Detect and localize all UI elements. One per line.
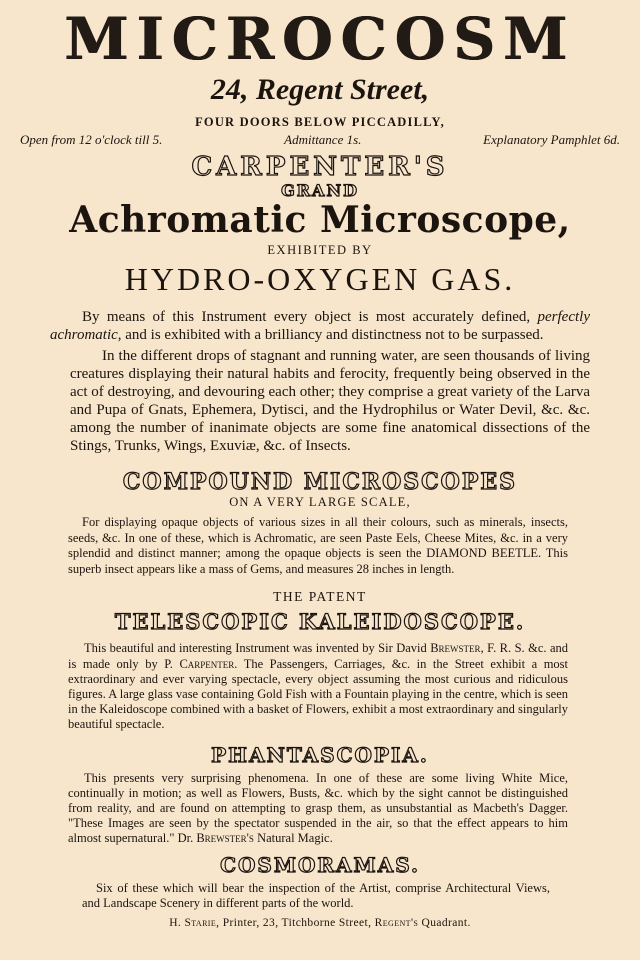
intro-text-a: By means of this Instrument every object is most accurately defined, [82, 309, 538, 325]
printer-text-c: Quadrant. [418, 916, 471, 929]
compound-paragraph: For displaying opaque objects of various sizes in all their colours, such as minerals, insects, seeds, &c. In one of these, which is Achromatic, are seen Paste Eels, Cheese Mites, &c. in a very splendid and distinct manner; among the opaque objects is seen the DIAMOND BEETLE. This superb insect appears like a mass of Gems, and measures 28 inches in length. [68, 515, 568, 576]
printer-name: Starie [184, 916, 217, 929]
intro-italic: perfectly achromatic [50, 309, 590, 343]
admittance-price: Admittance 1s. [284, 132, 362, 147]
printer-text-a: H. [169, 916, 185, 929]
intro-text-b: , and is exhibited with a brilliancy and distinctness not to be surpassed. [117, 327, 544, 343]
water-creatures-paragraph: In the different drops of stagnant and running water, are seen thousands of living creatures displaying their natural habits and ferocity, frequently being observed in the act of destroying, and devouring each other; they comprise a great variety of the Larva and Pupa of Gnats, Ephemera, Dytisci, and the Hydrophilus or Water Devil, &c. &c. among the number of inanimate objects are some fine anatomical dissections of the Stings, Trunks, Wings, Exuviæ, &c. of Insects. [70, 348, 590, 454]
telescopic-kaleidoscope-heading: TELESCOPIC KALEIDOSCOPE. [114, 609, 526, 635]
printer-text-b: , Printer, 23, Titchborne Street, [216, 916, 375, 929]
poster-title: MICROCOSM [64, 5, 576, 73]
cosmoramas-paragraph: Six of these which will bear the inspection of the Artist, comprise Architectural Views, and Landscape Scenery in different parts of the world. [82, 880, 550, 911]
grand-heading: GRAND [281, 181, 359, 200]
hours-line [20, 132, 620, 148]
scale-subheading: ON A VERY LARGE SCALE, [229, 495, 411, 510]
intro-paragraph [50, 308, 590, 344]
location-line: FOUR DOORS BELOW PICCADILLY, [195, 115, 445, 129]
phant-text-a: This presents very surprising phenomena. In one of these are some living White Mice, continually in motion; as well as Flowers, Busts, &c. which by the sight cannot be distinguished from reality, and are found on attempting to grasp them, as unsubstantial as Macbeth's Dagger. "These Images are seen by the spectator suspended in the air, so that the effect appears to him almost supernatural." Dr. [68, 770, 568, 846]
printer-imprint [50, 916, 590, 930]
kaleido-text-c: . The Passengers, Carriages, &c. in the Street exhibit a most extraordinary and ever varying spectacle, every object assuming the most curious and ridiculous figures. A large glass vase containing Gold Fish with a Fountain playing in the centre, which is seen in the Kaleidoscope combined with a basket of Flowers, exhibit a most extraordinary and singularly beautiful spectacle. [68, 656, 568, 732]
achromatic-microscope-heading: Achromatic Microscope, [69, 199, 571, 241]
brewster-ref: Brewster's [196, 831, 254, 846]
phant-text-b: Natural Magic. [253, 831, 333, 846]
address-line: 24, Regent Street, [210, 73, 430, 106]
compound-microscopes-heading: COMPOUND MICROSCOPES [122, 469, 518, 496]
carpenters-heading: CARPENTER'S [191, 152, 449, 182]
kaleidoscope-paragraph [50, 641, 590, 732]
phantascopia-heading: PHANTASCOPIA. [211, 742, 429, 767]
brewster-name: Brewster [430, 641, 481, 656]
opening-hours: Open from 12 o'clock till 5. [20, 132, 163, 147]
cosmoramas-heading: COSMORAMAS. [220, 852, 420, 877]
regent-name: Regent's [374, 916, 419, 929]
pamphlet-price: Explanatory Pamphlet 6d. [483, 132, 620, 147]
carpenter-name: Carpenter [179, 656, 235, 671]
patent-subheading: THE PATENT [273, 589, 367, 605]
phantascopia-paragraph [50, 771, 590, 847]
hydro-oxygen-heading: HYDRO-OXYGEN GAS. [124, 261, 516, 297]
kaleido-text-b: , F. R. S. &c. and is made only by P. [68, 641, 568, 671]
kaleido-text-a: This beautiful and interesting Instrument was invented by Sir David [84, 641, 431, 656]
exhibited-by-line: EXHIBITED BY [267, 243, 373, 257]
